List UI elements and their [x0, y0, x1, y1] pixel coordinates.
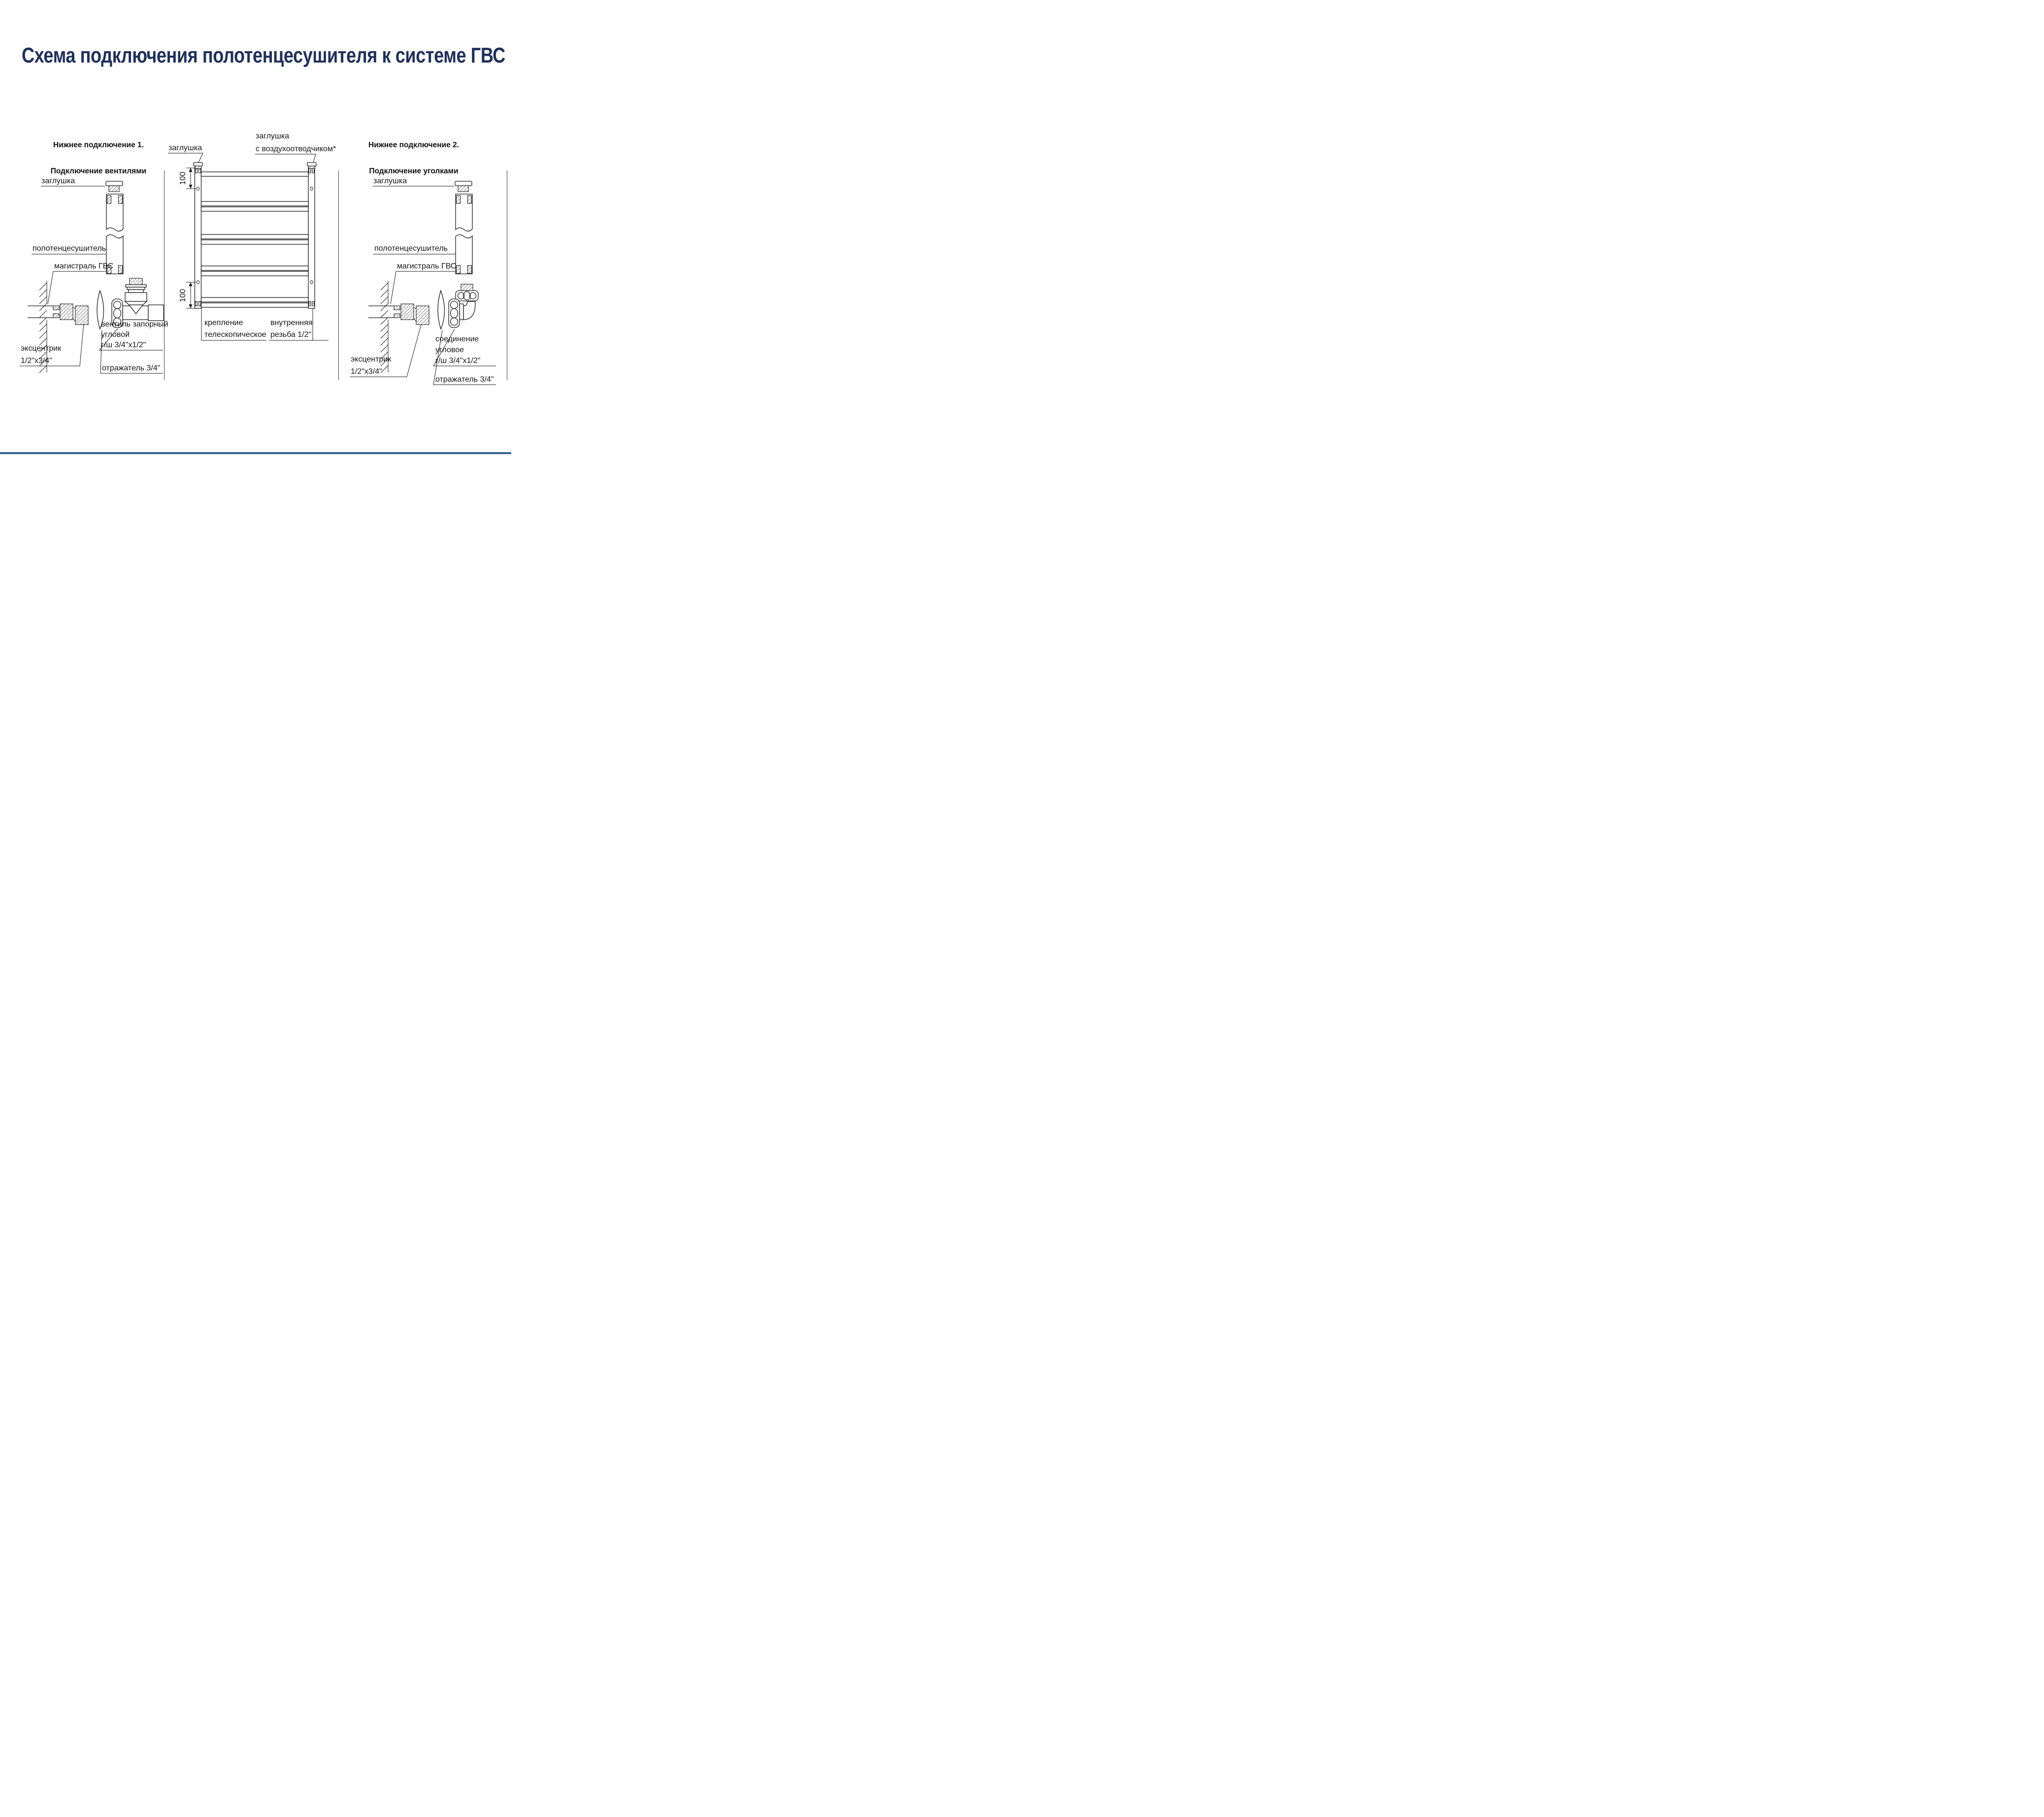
leader-line: [391, 271, 455, 304]
svg-text:100: 100: [179, 171, 187, 185]
hot-water-main-pipe: [368, 306, 394, 318]
reflector-escutcheon: [438, 291, 445, 329]
right-eccentric-label-line2: 1/2"x3/4": [351, 367, 382, 376]
plug-cap-thread: [458, 186, 468, 192]
elbow-top-thread: [461, 284, 473, 291]
right-joint-label-line2: угловое: [435, 346, 464, 354]
pipe-end-thread: [53, 314, 59, 318]
hot-water-main-pipe: [28, 306, 53, 318]
slide: [0, 0, 511, 454]
center-cap-label: заглушка: [168, 144, 202, 152]
pipe-end-thread: [53, 306, 59, 310]
right-header-line2: Подключение уголками: [369, 167, 459, 175]
eccentric-fitting: [401, 304, 429, 325]
left-eccentric-label-line1: эксцентрик: [21, 344, 62, 353]
mount-label-line1: крепление: [204, 319, 243, 327]
elbow-body: [463, 301, 475, 320]
svg-text:100: 100: [179, 289, 187, 302]
rail-cap-right: [307, 163, 316, 166]
left-header-line1: Нижнее подключение 1.: [53, 141, 144, 149]
right-cap-label: заглушка: [373, 177, 407, 185]
pipe-thread: [119, 196, 123, 203]
valve-body: [125, 293, 147, 301]
left-connection-diagram: [20, 177, 168, 373]
left-rail-label: полотенцесушитель: [33, 244, 106, 253]
rail-cap-left: [194, 163, 202, 166]
dimension-top: [179, 168, 196, 189]
left-valve-label-line2: угловой: [101, 330, 130, 339]
right-reflector-label: отражатель 3/4": [435, 375, 494, 384]
right-joint-label-line3: г/ш 3/4"x1/2": [435, 357, 481, 365]
elbow-union-nut-top: [456, 291, 478, 301]
footer-accent-bar: [0, 452, 511, 454]
left-reflector-label: отражатель 3/4": [102, 364, 161, 372]
right-eccentric-label-line1: эксцентрик: [351, 355, 392, 363]
left-eccentric-label-line2: 1/2"x3/4": [21, 357, 52, 365]
right-main-label: магистраль ГВС: [397, 262, 457, 270]
thread-label-line1: внутренняя: [270, 319, 313, 327]
mount-label-line2: телескопическое: [204, 330, 266, 339]
leader-line: [168, 153, 203, 163]
leader-line: [255, 154, 316, 163]
right-rail-label: полотенцесушитель: [374, 244, 448, 253]
dimension-bottom: [179, 282, 196, 308]
eccentric-fitting: [60, 304, 88, 325]
rail-rungs: [201, 172, 309, 307]
elbow-flange: [460, 304, 463, 320]
page-title: Схема подключения полотенцесушителя к системе ГВС: [22, 43, 505, 67]
pipe-thread: [107, 196, 111, 203]
pipe-thread: [119, 265, 123, 273]
right-connection-diagram: [350, 177, 496, 385]
right-joint-label-line1: соединение: [435, 335, 479, 343]
left-main-label: магистраль ГВС: [54, 262, 114, 270]
right-header-line1: Нижнее подключение 2.: [368, 141, 459, 149]
left-valve-label-line3: г/ш 3/4"x1/2": [101, 341, 146, 349]
center-airvent-cap-label-line2: с воздухоотводчиком*: [256, 145, 336, 153]
plug-cap-drawing: [455, 181, 472, 186]
thread-label-line2: резьба 1/2": [270, 330, 312, 339]
center-airvent-cap-label-line1: заглушка: [256, 132, 290, 140]
valve-stem-thread: [130, 278, 142, 285]
left-header-line2: Подключение вентилями: [50, 167, 147, 175]
plug-cap-thread: [109, 186, 119, 192]
rail-post-right: [308, 167, 315, 308]
plug-cap-drawing: [106, 181, 123, 186]
leader-line: [48, 271, 106, 304]
towel-rail-front-view: [168, 132, 336, 340]
left-valve-label-line1: вентиль запорный: [101, 320, 168, 329]
angle-joint-elbow: [449, 284, 478, 328]
diagram-canvas: [0, 0, 511, 454]
left-cap-label: заглушка: [41, 177, 75, 185]
valve-outlet: [148, 305, 164, 321]
